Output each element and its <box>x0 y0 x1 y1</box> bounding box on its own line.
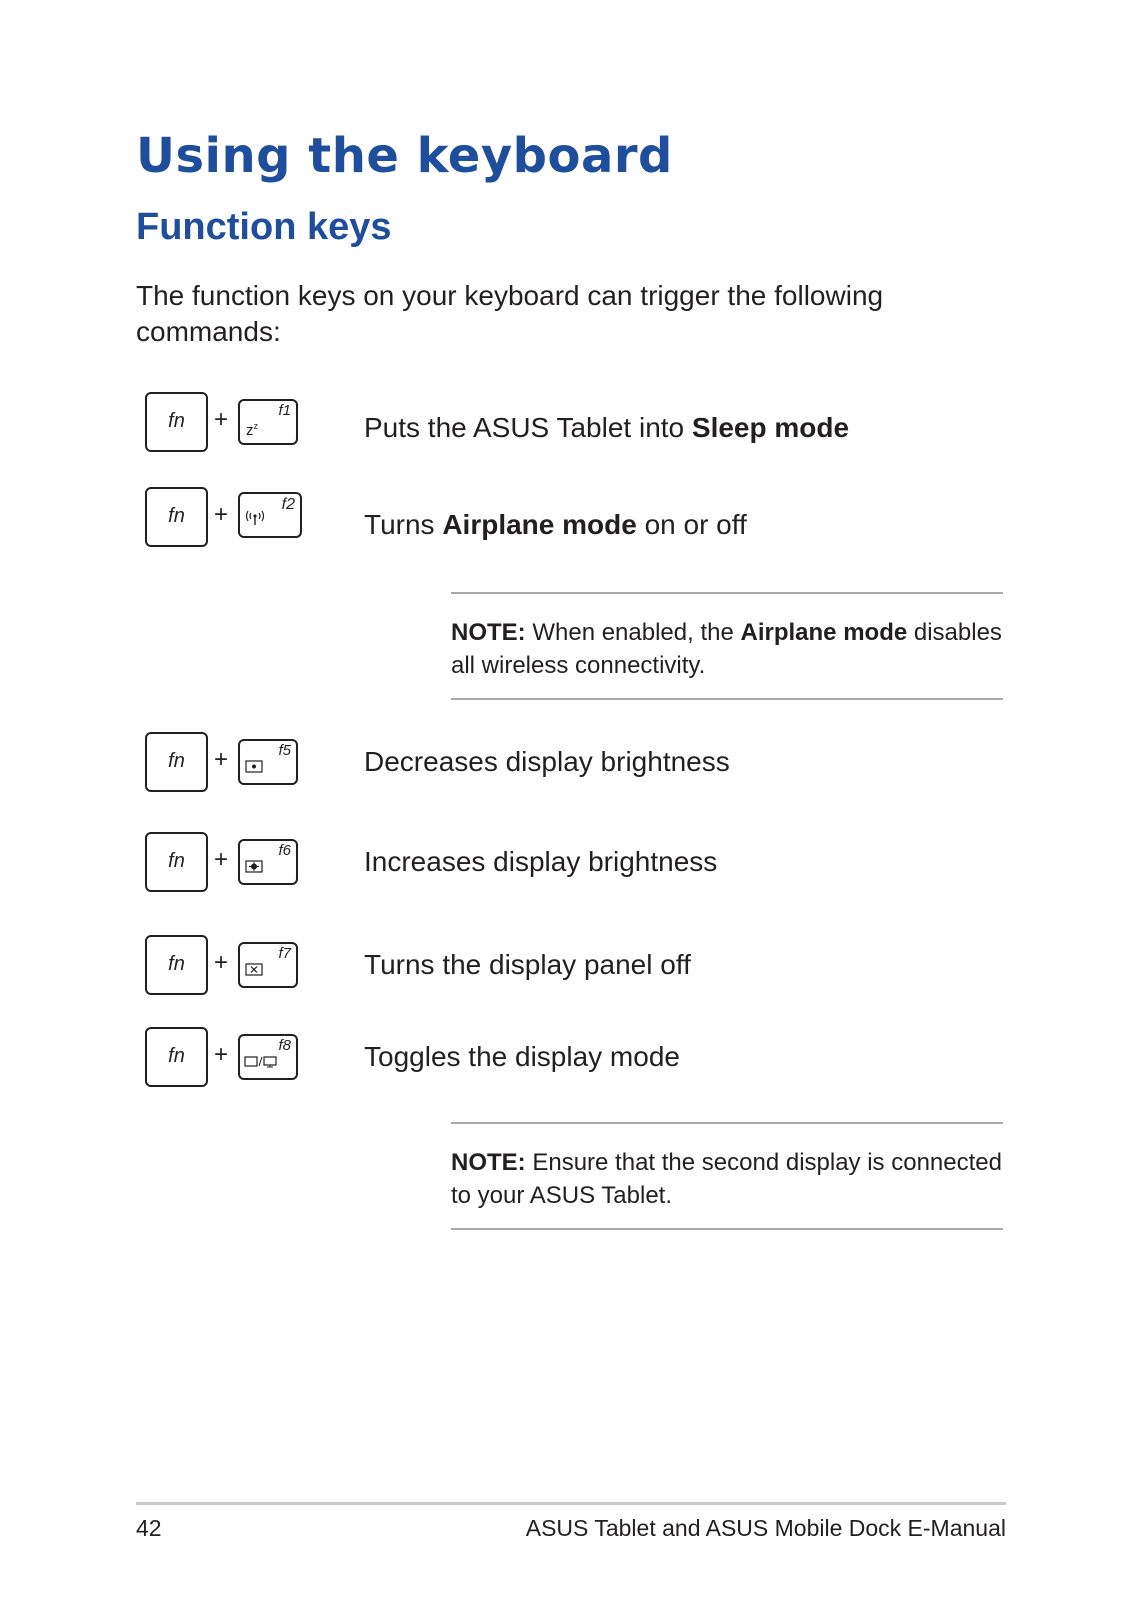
shortcut-row-f8 <box>0 1027 1136 1097</box>
f1-key-label: f1 <box>278 402 291 419</box>
fn-key <box>145 1027 208 1087</box>
footer-rule <box>136 1502 1006 1505</box>
f5-key-label: f5 <box>278 742 291 759</box>
f8-key-label: f8 <box>278 1037 291 1054</box>
f7-key <box>238 942 298 988</box>
f2-key-label: f2 <box>281 496 295 513</box>
shortcut-description: Increases display brightness <box>364 846 718 877</box>
shortcut-row-f2 <box>0 487 1136 557</box>
fn-key-label: fn <box>168 850 185 872</box>
fn-key <box>145 392 208 452</box>
shortcut-row-f5 <box>0 732 1136 802</box>
shortcut-description: Turns the display panel off <box>364 949 691 980</box>
fn-key-label: fn <box>168 505 185 527</box>
fn-key-label: fn <box>168 1045 185 1067</box>
f8-key <box>238 1034 298 1080</box>
shortcut-description: Turns Airplane mode on or off <box>364 509 747 540</box>
section-title: Function keys <box>136 206 392 248</box>
f1-key <box>238 399 298 445</box>
sleep-icon: $z^z$ <box>246 421 258 439</box>
fn-key <box>145 487 208 547</box>
intro-text: The function keys on your keyboard can trigger the following commands: <box>136 280 884 347</box>
f6-key <box>238 839 298 885</box>
shortcut-row-f1 <box>0 392 1136 462</box>
f5-key <box>238 739 298 785</box>
plus-sign: + <box>214 501 229 528</box>
display-off-icon <box>245 963 263 981</box>
shortcut-description: Toggles the display mode <box>364 1041 680 1072</box>
footer-title: ASUS Tablet and ASUS Mobile Dock E-Manual <box>525 1515 1006 1541</box>
display-mode-icon <box>244 1055 278 1073</box>
fn-key-label: fn <box>168 953 185 975</box>
shortcut-row-f7 <box>0 935 1136 1005</box>
page-title: Using the keyboard <box>136 128 673 184</box>
shortcut-row-f6 <box>0 832 1136 902</box>
note-box: NOTE: Ensure that the second display is connected to your ASUS Tablet. <box>451 1122 1003 1230</box>
f7-key-label: f7 <box>278 945 291 962</box>
fn-key-label: fn <box>168 410 185 432</box>
plus-sign: + <box>214 949 229 976</box>
brightness-down-icon <box>245 760 263 778</box>
plus-sign: + <box>214 846 229 873</box>
plus-sign: + <box>214 406 229 433</box>
f6-key-label: f6 <box>278 842 291 859</box>
airplane-wireless-icon <box>244 508 266 531</box>
brightness-up-icon <box>245 860 263 878</box>
fn-key <box>145 832 208 892</box>
plus-sign: + <box>214 1041 229 1068</box>
shortcut-description: Decreases display brightness <box>364 746 730 777</box>
plus-sign: + <box>214 746 229 773</box>
fn-key <box>145 732 208 792</box>
note-box: NOTE: When enabled, the Airplane mode disables all wireless connectivity. <box>451 592 1003 700</box>
fn-key-label: fn <box>168 750 185 772</box>
page-number: 42 <box>136 1515 162 1541</box>
shortcut-description: Puts the ASUS Tablet into Sleep mode <box>364 412 850 443</box>
fn-key <box>145 935 208 995</box>
f2-key <box>238 492 302 538</box>
